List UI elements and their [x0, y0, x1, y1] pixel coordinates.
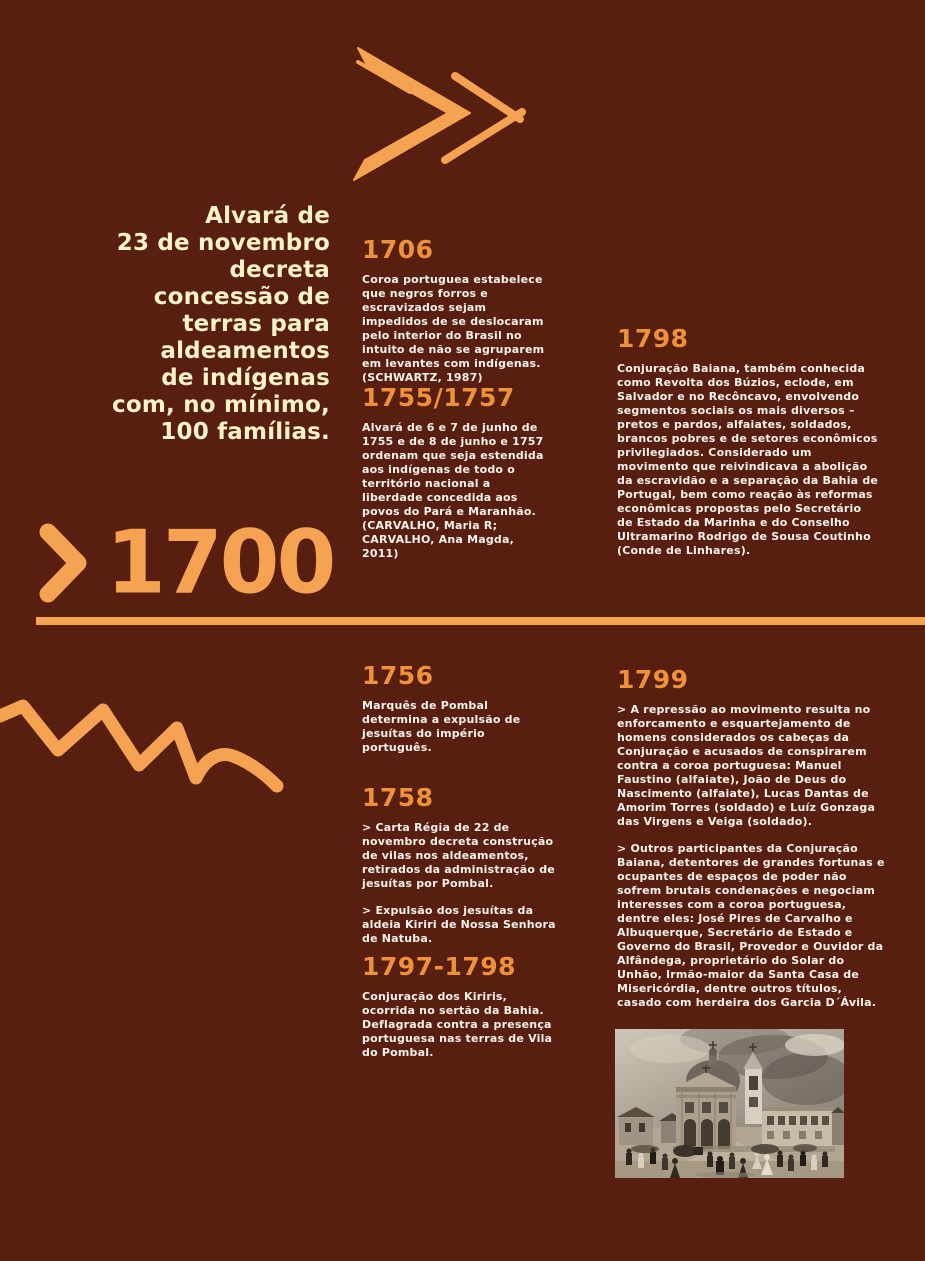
intro-line: decreta — [229, 257, 330, 283]
historical-engraving-image — [615, 1029, 844, 1178]
intro-line: Alvará de — [205, 203, 330, 229]
church-square-engraving — [615, 1029, 844, 1178]
event-1799 — [617, 666, 885, 1010]
event-text: > Carta Régia de 22 de novembro decreta construção de vilas nos aldeamentos, retirados da administração de jesuítas por Pombal. — [362, 820, 555, 890]
chevron-right-icon — [38, 522, 90, 604]
intro-statement — [40, 203, 330, 446]
event-year: 1706 — [362, 235, 434, 264]
double-chevron-right-icon — [346, 42, 528, 184]
event-year: 1755/1757 — [362, 383, 515, 412]
event-1756 — [362, 662, 554, 755]
event-year: 1758 — [362, 783, 434, 812]
event-text: > Outros participantes da Conjuração Baiana, detentores de grandes fortunas e ocupantes de espaços de poder não sofrem brutais condenações e negociam interesses com a coroa portuguesa, dentre eles: José Pires de Carvalho e Albuquerque, Secretário de Estado e Governo do Brasil, Provedor e Ouvidor da Alfândega, proprietário do Solar do Unhão, Irmão-maior da Santa Casa de Misericórdia, dentre outros títulos, casado com herdeira dos Garcia D´Ávila. — [617, 841, 885, 1009]
period-label: 1700 — [106, 512, 334, 614]
event-text: Conjuração dos Kiriris, ocorrida no sertão da Bahia. Deflagrada contra a presença portuguesa nas terras de Vila do Pombal. — [362, 989, 553, 1059]
event-1798 — [617, 325, 879, 558]
intro-line: aldeamentos — [160, 338, 330, 364]
event-year: 1798 — [617, 324, 689, 353]
intro-line: 100 famílias. — [160, 419, 330, 445]
intro-line: com, no mínimo, — [112, 392, 330, 418]
event-1797-1798 — [362, 953, 562, 1060]
intro-line: de indígenas — [161, 365, 330, 391]
event-text: Coroa portuguea estabelece que negros forros e escravizados sejam impedidos de se deslocaram pelo interior do Brasil no intuito de não se agruparem em levantes com indígenas. (SCHWARTZ, 1987) — [362, 272, 545, 384]
intro-line: terras para — [182, 311, 330, 337]
event-text: > Expulsão dos jesuítas da aldeia Kiriri de Nossa Senhora de Natuba. — [362, 903, 556, 945]
event-1706 — [362, 236, 554, 385]
event-year: 1797-1798 — [362, 952, 517, 981]
event-year: 1799 — [617, 665, 689, 694]
event-year: 1756 — [362, 661, 434, 690]
event-1758 — [362, 784, 562, 946]
intro-line: 23 de novembro — [116, 230, 330, 256]
event-text: Conjuração Baiana, também conhecida como Revolta dos Búzios, eclode, em Salvador e no Recôncavo, envolvendo segmentos sociais os mais diversos – pretos e pardos, alfaiates, soldados, brancos pobres e de setores econômicos privilegiados. Considerado um movimento que reivindicava a abolição da escravidão e a separação da Bahia de Portugal, bem como reação às reformas econômicas propostas pelo Secretário de Estado da Marinha e do Conselho Ultramarino Rodrigo de Sousa Coutinho (Conde de Linhares). — [617, 361, 879, 557]
intro-line: concessão de — [153, 284, 330, 310]
zigzag-line-icon — [0, 693, 292, 801]
event-1755-1757 — [362, 384, 554, 561]
period-1700-marker — [38, 512, 334, 614]
timeline-divider — [36, 617, 925, 625]
event-text: > A repressão ao movimento resulta no enforcamento e esquartejamento de homens considerados os cabeças da Conjuração e acusados de conspirarem contra a coroa portuguesa: Manuel Faustino (alfaiate), João de Deus do Nascimento (alfaiate), Lucas Dantas de Amorim Torres (soldado) e Luíz Gonzaga das Virgens e Veiga (soldado). — [617, 702, 876, 828]
event-text: Marquês de Pombal determina a expulsão de jesuítas do império português. — [362, 698, 521, 754]
event-text: Alvará de 6 e 7 de junho de 1755 e de 8 de junho e 1757 ordenam que seja estendida aos indígenas de todo o território nacional a liberdade concedida aos povos do Pará e Maranhão. (CARVALHO, Maria R; CARVALHO, Ana Magda, 2011) — [362, 420, 544, 560]
